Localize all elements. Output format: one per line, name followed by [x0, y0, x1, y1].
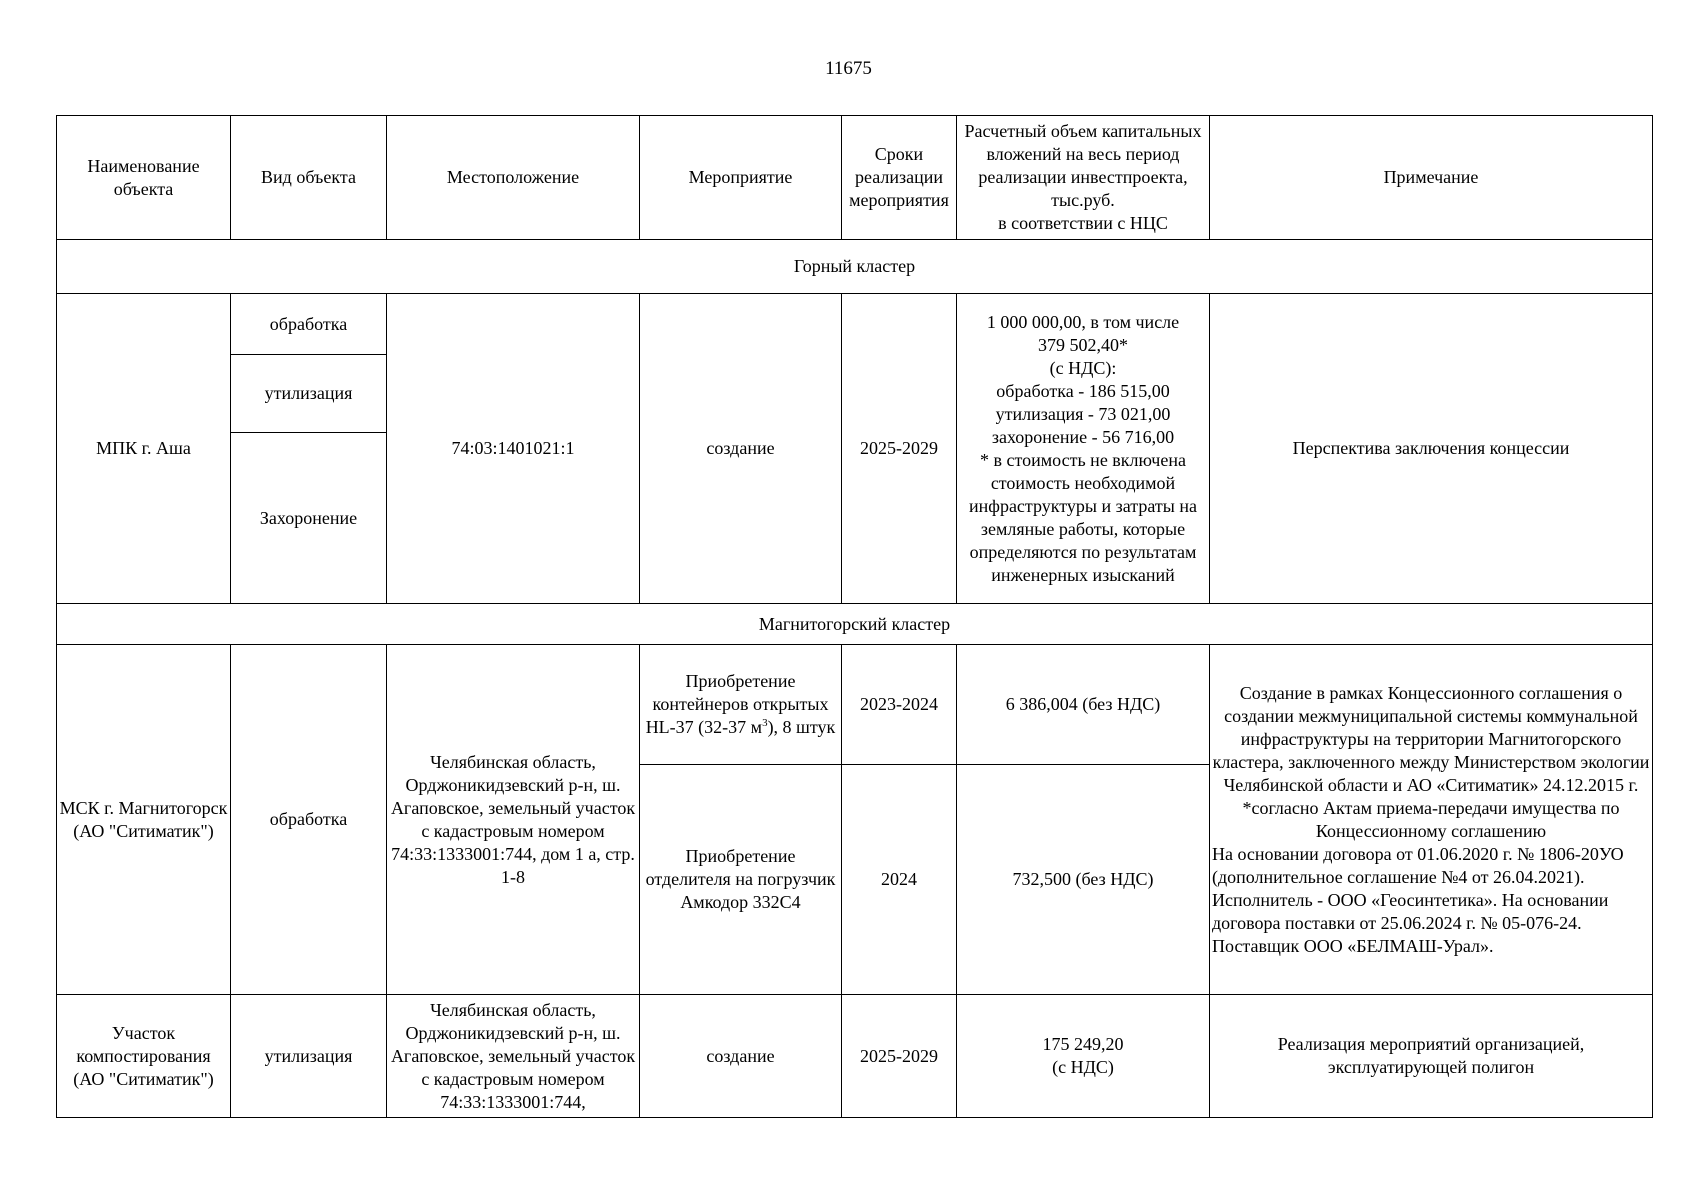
measure-containers [640, 645, 842, 765]
header-name: Наименование объекта [57, 116, 231, 240]
terms-compost: 2025-2029 [842, 995, 957, 1118]
header-type: Вид объекта [231, 116, 387, 240]
header-location: Местоположение [387, 116, 640, 240]
header-measure: Мероприятие [640, 116, 842, 240]
note-msk-contracts: На основании договора от 01.06.2020 г. № 1806-20УО (дополнительное соглашение №4 от 26.04.2021). Исполнитель - ООО «Геосинтетика». На основании договора поставки от 25.06.2024 г. № 05-076-24. Поставщик ООО «БЕЛМАШ-Урал». [1212, 844, 1624, 956]
table-row-mpk-1 [57, 294, 1653, 355]
location-compost: Челябинская область, Орджоникидзевский р-н, ш. Агаповское, земельный участок с кадастровым номером 74:33:1333001:744, [387, 995, 640, 1118]
volume-mpk: 1 000 000,00, в том числе 379 502,40* (с НДС): обработка - 186 515,00 утилизация - 73 021,00 захоронение - 56 716,00 * в стоимость не включена стоимость необходимой инфраструктуры и затраты на земляные работы, которые определяются по результатам инженерных изысканий [957, 294, 1210, 604]
cluster-title-magnitogorsk: Магнитогорский кластер [57, 604, 1653, 645]
note-compost: Реализация мероприятий организацией, эксплуатирующей полигон [1210, 995, 1653, 1118]
object-type-utilization: утилизация [231, 355, 387, 433]
terms-mpk: 2025-2029 [842, 294, 957, 604]
measure-containers-text: Приобретение контейнеров открытых HL-37 (32-37 м [645, 671, 829, 737]
cluster-row-magnitogorsk [57, 604, 1653, 645]
measure-compost: создание [640, 995, 842, 1118]
volume-containers: 6 386,004 (без НДС) [957, 645, 1210, 765]
note-mpk: Перспектива заключения концессии [1210, 294, 1653, 604]
object-type-burial: Захоронение [231, 433, 387, 604]
measure-containers-sup: 3 [762, 717, 768, 729]
note-msk-concession: Создание в рамках Концессионного соглашения о создании межмуниципальной системы коммунальной инфраструктуры на территории Магнитогорского кластера, заключенного между Министерством экологии Челябинской области и АО «Ситиматик» 24.12.2015 г. *согласно Актам приема-передачи имущества по Концессионному соглашению [1212, 683, 1650, 841]
terms-containers: 2023-2024 [842, 645, 957, 765]
page-number: 11675 [825, 58, 872, 79]
object-name-msk: МСК г. Магнитогорск (АО "Ситиматик") [57, 645, 231, 995]
object-name-compost: Участок компостирования (АО "Ситиматик") [57, 995, 231, 1118]
header-note: Примечание [1210, 116, 1653, 240]
volume-separator: 732,500 (без НДС) [957, 765, 1210, 995]
volume-compost: 175 249,20 (с НДС) [957, 995, 1210, 1118]
note-msk [1210, 645, 1653, 995]
terms-separator: 2024 [842, 765, 957, 995]
measure-mpk: создание [640, 294, 842, 604]
object-type-processing: обработка [231, 294, 387, 355]
header-terms: Сроки реализации мероприятия [842, 116, 957, 240]
location-msk: Челябинская область, Орджоникидзевский р-н, ш. Агаповское, земельный участок с кадастровым номером 74:33:1333001:744, дом 1 а, стр. 1-8 [387, 645, 640, 995]
object-name-mpk: МПК г. Аша [57, 294, 231, 604]
location-mpk: 74:03:1401021:1 [387, 294, 640, 604]
table-row-compost [57, 995, 1653, 1118]
table-row-msk-1 [57, 645, 1653, 765]
investment-table [56, 115, 1653, 1118]
header-row [57, 116, 1653, 240]
cluster-row-gorny [57, 240, 1653, 294]
cluster-title-gorny: Горный кластер [57, 240, 1653, 294]
header-volume: Расчетный объем капитальных вложений на весь период реализации инвестпроекта, тыс.руб. в соответствии с НЦС [957, 116, 1210, 240]
measure-containers-text-end: ), 8 штук [767, 717, 836, 737]
object-type-msk: обработка [231, 645, 387, 995]
object-type-compost: утилизация [231, 995, 387, 1118]
measure-separator: Приобретение отделителя на погрузчик Амкодор 332С4 [640, 765, 842, 995]
